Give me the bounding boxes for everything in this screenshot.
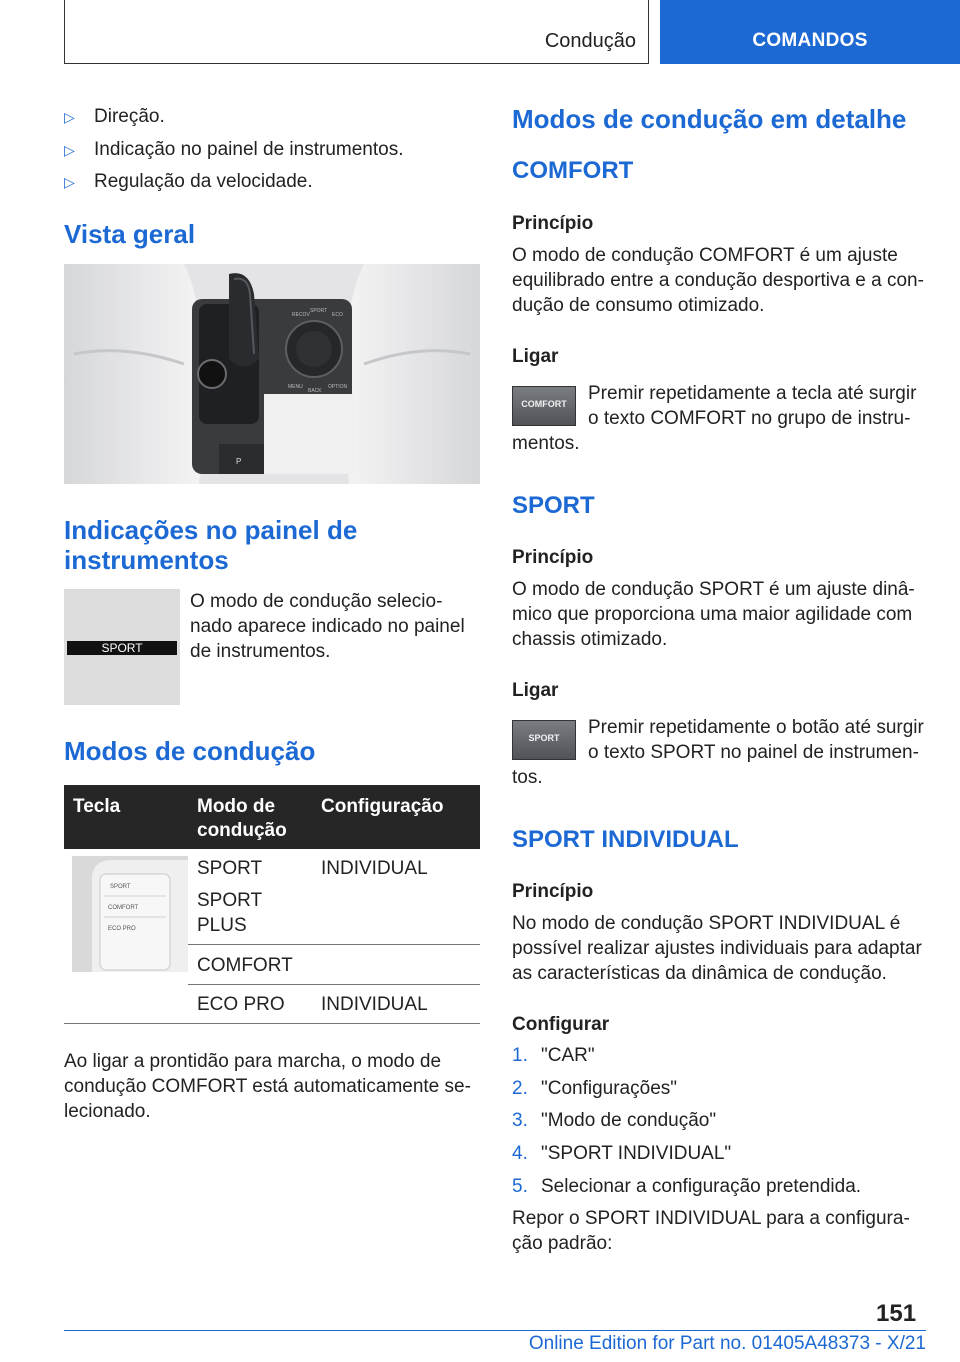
modes-table-header xyxy=(64,785,480,849)
bullet-item: ▷ Regulação da velocidade. xyxy=(64,171,313,192)
svg-text:P: P xyxy=(236,457,242,466)
header-section-box xyxy=(64,0,649,64)
table-row-divider xyxy=(188,984,480,985)
comfort-on-text: Premir repetidamente a tecla até surgir o texto COMFORT no grupo de instru- xyxy=(588,383,917,429)
sport-individual-principle-text: No modo de condução SPORT INDIVIDUAL é possível realizar ajustes individuais para adaptar as características da dinâmica de condução. xyxy=(512,913,922,984)
table-bottom-border xyxy=(64,1023,480,1024)
sport-display-image xyxy=(64,589,180,705)
table-cell-config-individual: INDIVIDUAL xyxy=(321,994,428,1015)
table-cell-mode-comfort: COMFORT xyxy=(197,955,293,976)
sport-individual-principle-label: Princípio xyxy=(512,881,594,902)
sport-on-text-end: tos. xyxy=(512,767,543,788)
header-chapter-tab xyxy=(660,0,960,64)
triangle-bullet-icon: ▷ xyxy=(64,142,75,158)
sport-on-label: Ligar xyxy=(512,680,559,701)
column-header-key: Tecla xyxy=(73,796,121,817)
modes-heading: Modos de condução xyxy=(64,736,316,766)
table-cell-mode-sport: SPORT xyxy=(197,858,263,879)
sport-button-image: SPORT xyxy=(512,720,576,760)
console-label-eco: ECO xyxy=(332,312,343,318)
table-cell-mode-sport-plus: SPORT PLUS xyxy=(197,890,263,936)
key-label-sport: SPORT xyxy=(110,884,131,890)
triangle-bullet-icon: ▷ xyxy=(64,174,75,190)
console-label-recov: RECOV xyxy=(292,312,310,318)
step-text: "Configurações" xyxy=(541,1078,678,1099)
indications-heading: Indicações no painel de instrumentos xyxy=(64,515,358,575)
triangle-bullet-icon: ▷ xyxy=(64,109,75,125)
sport-on-text: Premir repetidamente o botão até surgir o texto SPORT no painel de instrumen- xyxy=(588,717,924,763)
footer-divider xyxy=(64,1330,926,1331)
sport-individual-reset-text: Repor o SPORT INDIVIDUAL para a configura- ção padrão: xyxy=(512,1208,910,1254)
column-header-mode: Modo de condução xyxy=(197,796,287,841)
column-header-configuration: Configuração xyxy=(321,796,444,817)
console-label-menu: MENU xyxy=(288,384,303,390)
header-chapter-title: COMANDOS xyxy=(752,30,868,51)
step-number: 4. xyxy=(512,1143,528,1164)
table-cell-mode-eco-pro: ECO PRO xyxy=(197,994,285,1015)
step-number: 5. xyxy=(512,1176,528,1197)
mode-keys-image xyxy=(72,856,188,972)
step-text: "SPORT INDIVIDUAL" xyxy=(541,1143,732,1164)
footer-edition-text: Online Edition for Part no. 01405A48373 - X/21 xyxy=(528,1333,926,1354)
indications-text: O modo de condução selecio- nado aparece indicado no painel de instrumentos. xyxy=(190,591,465,662)
header-section-title: Condução xyxy=(544,30,636,52)
console-label-option: OPTION xyxy=(328,384,348,390)
step-number: 1. xyxy=(512,1045,528,1066)
page-number: 151 xyxy=(876,1300,917,1327)
modes-note: Ao ligar a prontidão para marcha, o modo de condução COMFORT está automaticamente se- lecionado. xyxy=(64,1051,471,1122)
console-label-back: BACK xyxy=(308,388,322,394)
sport-individual-heading: SPORT INDIVIDUAL xyxy=(512,826,739,853)
table-row-divider xyxy=(188,944,480,945)
comfort-principle-text: O modo de condução COMFORT é um ajuste equilibrado entre a condução desportiva e a con- dução de consumo otimizado. xyxy=(512,245,924,316)
comfort-on-label: Ligar xyxy=(512,346,559,367)
sport-display-badge: SPORT xyxy=(67,641,177,655)
details-heading: Modos de condução em detalhe xyxy=(512,104,907,134)
step-text: "CAR" xyxy=(541,1045,595,1066)
step-text: "Modo de condução" xyxy=(541,1110,717,1131)
sport-principle-label: Princípio xyxy=(512,547,594,568)
center-console-image xyxy=(64,264,480,484)
overview-heading: Vista geral xyxy=(64,219,196,249)
sport-individual-config-label: Configurar xyxy=(512,1014,610,1035)
comfort-heading: COMFORT xyxy=(512,157,634,184)
step-number: 2. xyxy=(512,1078,528,1099)
table-cell-config-individual: INDIVIDUAL xyxy=(321,858,428,879)
key-label-comfort: COMFORT xyxy=(108,905,139,911)
step-number: 3. xyxy=(512,1110,528,1131)
key-label-eco-pro: ECO PRO xyxy=(108,926,136,932)
comfort-button-image: COMFORT xyxy=(512,386,576,426)
bullet-item: ▷ Indicação no painel de instrumentos. xyxy=(64,139,404,160)
sport-principle-text: O modo de condução SPORT é um ajuste dinâ- mico que proporciona uma maior agilidade com chassis otimizado. xyxy=(512,579,915,650)
center-console-illustration xyxy=(64,264,480,484)
comfort-principle-label: Princípio xyxy=(512,213,594,234)
console-label-sport: SPORT xyxy=(310,308,328,314)
step-text: Selecionar a configuração pretendida. xyxy=(541,1176,862,1197)
comfort-on-text-end: mentos. xyxy=(512,433,580,454)
bullet-item: ▷ Direção. xyxy=(64,106,165,127)
sport-heading: SPORT xyxy=(512,492,595,519)
